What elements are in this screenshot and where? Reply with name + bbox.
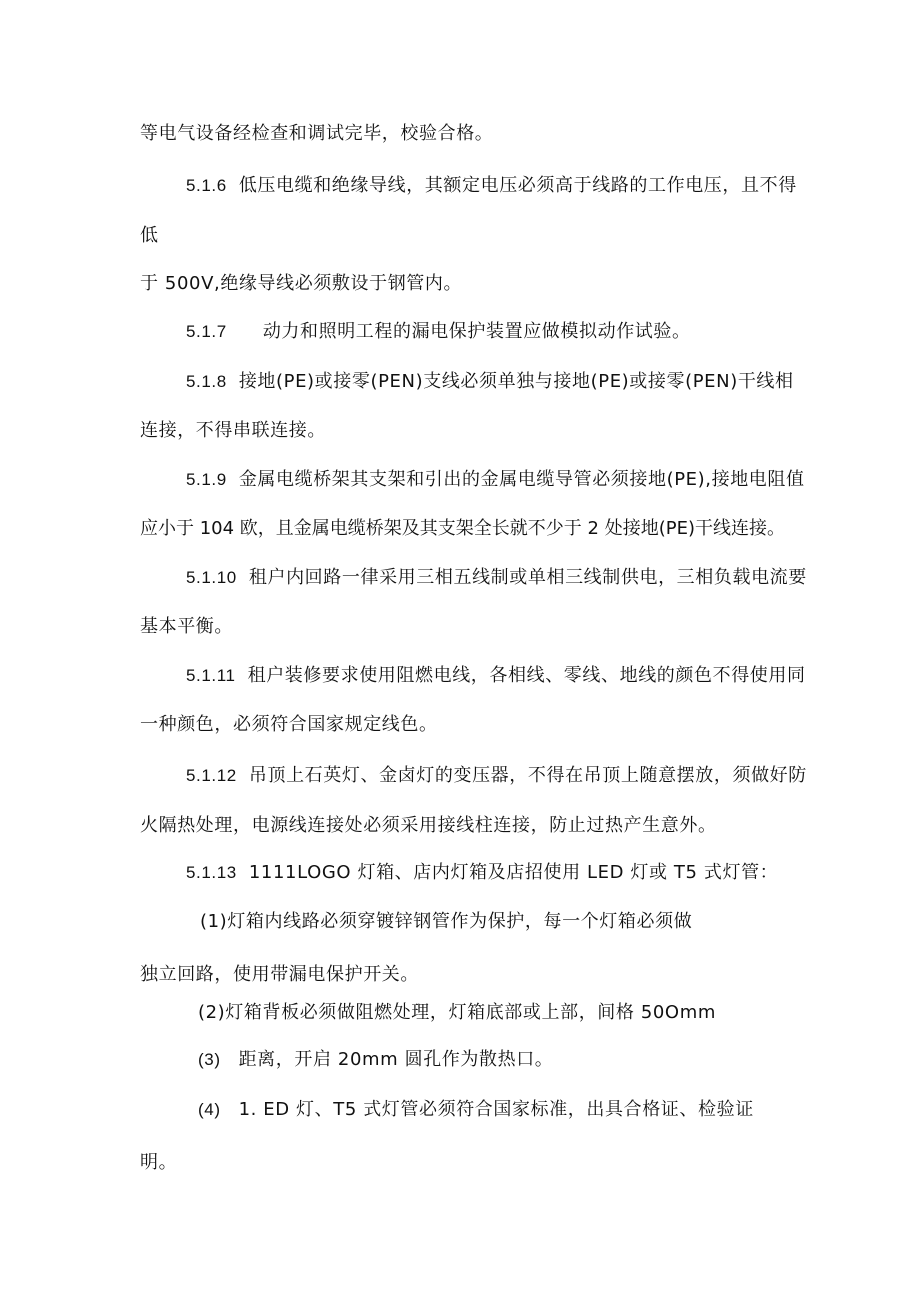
text-line <box>140 225 159 247</box>
clause-number: 5.1.12 <box>186 766 237 785</box>
line-text: 接地(PE)或接零(PEN)支线必须单独与接地(PE)或接零(PEN)干线相 <box>238 371 794 392</box>
line-text: 低压电缆和绝缘导线，其额定电压必须高于线路的工作电压，且不得 <box>238 175 797 196</box>
line-text: 独立回路，使用带漏电保护开关。 <box>140 964 419 985</box>
line-text: 火隔热处理，电源线连接处必须采用接线柱连接，防止过热产生意外。 <box>140 815 717 836</box>
sub-item-line <box>198 1002 716 1024</box>
clause-number: 5.1.6 <box>186 176 227 195</box>
clause-number: 5.1.8 <box>186 372 227 391</box>
line-text: 金属电缆桥架其支架和引出的金属电缆导管必须接地(PE),接地电阻值 <box>238 469 805 490</box>
text-line <box>140 273 462 295</box>
text-line <box>140 815 717 837</box>
line-text: (1)灯箱内线路必须穿镀锌钢管作为保护，每一个灯箱必须做 <box>200 911 693 932</box>
line-text: 明。 <box>140 1152 178 1173</box>
sub-item-line <box>198 1049 553 1071</box>
clause-line <box>186 862 778 884</box>
clause-number: 5.1.9 <box>186 470 227 489</box>
text-line <box>140 1152 177 1174</box>
line-text: 动力和照明工程的漏电保护装置应做模拟动作试验。 <box>262 321 691 342</box>
text-line <box>140 964 419 986</box>
clause-line <box>186 175 797 197</box>
clause-number: 5.1.10 <box>186 568 237 587</box>
text-line <box>140 714 438 736</box>
clause-line <box>186 765 807 787</box>
line-text: 等电气设备经检查和调试完毕，校验合格。 <box>140 123 494 144</box>
clause-number: 5.1.7 <box>186 322 227 341</box>
clause-number: 5.1.13 <box>186 863 237 882</box>
text-line <box>140 123 493 145</box>
text-line <box>140 616 233 638</box>
line-text: 吊顶上石英灯、金卤灯的变压器，不得在吊顶上随意摆放，须做好防 <box>248 765 807 786</box>
line-text: (2)灯箱背板必须做阻燃处理，灯箱底部或上部，间格 50Omm <box>198 1002 716 1023</box>
line-text: 1111LOGO 灯箱、店内灯箱及店招使用 LED 灯或 T5 式灯管： <box>248 862 779 883</box>
line-text: 租户内回路一律采用三相五线制或单相三线制供电，三相负载电流要 <box>248 567 807 588</box>
line-text: 1. ED 灯、T5 式灯管必须符合国家标准，出具合格证、检验证 <box>238 1099 754 1120</box>
line-text: 租户装修要求使用阻燃电线，各相线、零线、地线的颜色不得使用同 <box>247 665 806 686</box>
clause-number: 5.1.11 <box>186 666 236 685</box>
clause-line <box>186 665 806 687</box>
clause-line <box>186 371 794 393</box>
line-text: 应小于 104 欧，且金属电缆桥架及其支架全长就不少于 2 处接地(PE)干线连接。 <box>140 518 785 539</box>
text-line <box>140 420 326 442</box>
line-text: 于 500V,绝缘导线必须敷设于钢管内。 <box>140 273 463 294</box>
line-text: 基本平衡。 <box>140 616 233 637</box>
line-text: 低 <box>140 225 159 246</box>
text-line <box>140 518 785 540</box>
line-text: 一种颜色，必须符合国家规定线色。 <box>140 714 438 735</box>
sub-item-number: (3) <box>198 1050 221 1069</box>
sub-item-number: (4) <box>198 1100 221 1119</box>
clause-line <box>186 469 805 491</box>
sub-item-line <box>198 1099 754 1121</box>
line-text: 连接，不得串联连接。 <box>140 420 326 441</box>
clause-line <box>186 567 807 589</box>
line-text: 距离，开启 20mm 圆孔作为散热口。 <box>238 1049 554 1070</box>
sub-item-line <box>200 911 692 933</box>
clause-line <box>186 321 691 343</box>
